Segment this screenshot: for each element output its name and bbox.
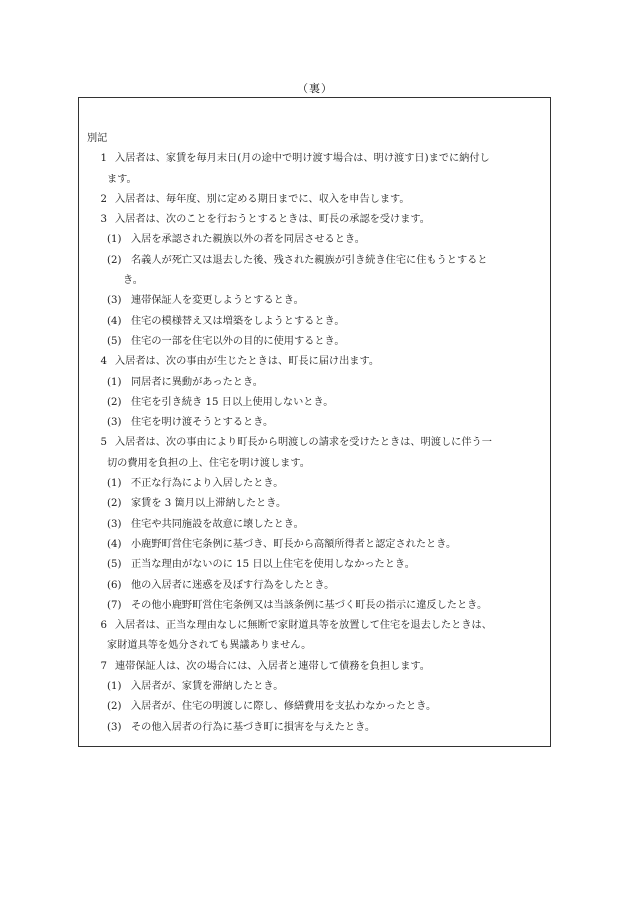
clause-number: 5 <box>100 437 107 449</box>
sub-item <box>87 251 547 271</box>
sub-item-number: (5) <box>107 335 122 347</box>
sub-item <box>87 230 547 250</box>
clause-3 <box>87 210 547 352</box>
sub-item-number: (2) <box>107 701 122 713</box>
clause-number: 3 <box>100 214 107 226</box>
sub-item-text: 正当な理由がないのに 15 日以上住宅を使用しなかったとき。 <box>131 559 415 571</box>
sub-item <box>87 474 547 494</box>
clause-1 <box>87 149 547 190</box>
clause-text: 入居者は、次の事由が生じたときは、町長に届け出ます。 <box>115 356 380 368</box>
terms-title: 別記 <box>87 133 108 144</box>
sub-item <box>87 332 547 352</box>
clause-5 <box>87 433 547 616</box>
clause-line <box>87 149 547 169</box>
sub-item-number: (1) <box>107 234 122 246</box>
clause-6 <box>87 616 547 657</box>
sub-item <box>87 515 547 535</box>
clause-line <box>87 352 547 372</box>
sub-item <box>87 677 547 697</box>
clause-line <box>87 190 547 210</box>
sub-item-continued <box>87 271 547 291</box>
sub-item <box>87 312 547 332</box>
clause-line-continued <box>87 454 547 474</box>
clause-number: 2 <box>100 193 107 205</box>
sub-item <box>87 555 547 575</box>
sub-item <box>87 697 547 717</box>
clause-text: 入居者は、家賃を毎月末日(月の途中で明け渡す場合は、明け渡す日)までに納付し <box>115 153 490 165</box>
sub-item-number: (2) <box>107 396 122 408</box>
clause-4 <box>87 352 547 433</box>
sub-item-text: 住宅の一部を住宅以外の目的に使用するとき。 <box>131 335 345 347</box>
sub-item-number: (1) <box>107 376 122 388</box>
sub-item-text: 連帯保証人を変更しようとするとき。 <box>131 295 304 307</box>
sub-item <box>87 718 547 738</box>
sub-item-number: (3) <box>107 721 122 733</box>
clause-number: 6 <box>100 620 107 632</box>
sub-item-number: (5) <box>107 559 122 571</box>
clause-text: 連帯保証人は、次の場合には、入居者と連帯して債務を負担します。 <box>115 660 430 672</box>
clause-text: 入居者は、次の事由により町長から明渡しの請求を受けたときは、明渡しに伴う一 <box>115 437 492 449</box>
clause-number: 4 <box>100 356 107 368</box>
sub-item <box>87 393 547 413</box>
sub-item-number: (1) <box>107 681 122 693</box>
sub-item-text: 他の入居者に迷惑を及ぼす行為をしたとき。 <box>131 579 335 591</box>
clause-line <box>87 657 547 677</box>
sub-item-text: 住宅や共同施設を故意に壊したとき。 <box>131 518 304 530</box>
clause-line <box>87 616 547 636</box>
terms-content <box>87 129 547 738</box>
sub-item <box>87 373 547 393</box>
clause-line <box>87 210 547 230</box>
sub-item-text: その他入居者の行為に基づき町に損害を与えたとき。 <box>131 721 376 733</box>
sub-item-number: (1) <box>107 478 122 490</box>
clause-text: 入居者は、次のことを行おうとするときは、町長の承認を受けます。 <box>115 214 430 226</box>
sub-item-number: (7) <box>107 599 122 611</box>
clause-line-continued <box>87 636 547 656</box>
clause-text: 切の費用を負担の上、住宅を明け渡します。 <box>107 457 310 469</box>
sub-item-number: (2) <box>107 254 122 266</box>
sub-item-text: 同居者に異動があったとき。 <box>131 376 263 388</box>
sub-item-text: 入居を承認された親族以外の者を同居させるとき。 <box>131 234 365 246</box>
clause-number: 7 <box>100 660 107 672</box>
sub-item-text: 家賃を 3 箇月以上滞納したとき。 <box>131 498 287 510</box>
sub-item <box>87 494 547 514</box>
sub-item-number: (3) <box>107 417 122 429</box>
sub-item <box>87 576 547 596</box>
sub-item-number: (4) <box>107 315 122 327</box>
sub-item-text: 名義人が死亡又は退去した後、残された親族が引き続き住宅に住もうとすると <box>131 254 488 266</box>
clause-7 <box>87 657 547 738</box>
sub-item-number: (6) <box>107 579 122 591</box>
clause-text: 入居者は、正当な理由なしに無断で家財道具等を放置して住宅を退去したときは、 <box>115 620 492 632</box>
clause-text: 入居者は、毎年度、別に定める期日までに、収入を申告します。 <box>115 193 410 205</box>
clause-line-continued <box>87 170 547 190</box>
sub-item-text: 住宅を明け渡そうとするとき。 <box>131 417 274 429</box>
page-side-label: （裏） <box>297 82 333 95</box>
clause-text: 家財道具等を処分されても異議ありません。 <box>107 640 312 652</box>
sub-item-number: (3) <box>107 518 122 530</box>
clause-2 <box>87 190 547 210</box>
sub-item <box>87 596 547 616</box>
sub-item <box>87 535 547 555</box>
sub-item-text: き。 <box>123 275 143 287</box>
sub-item-number: (2) <box>107 498 122 510</box>
sub-item-number: (3) <box>107 295 122 307</box>
sub-item-text: 住宅の模様替え又は増築をしようとするとき。 <box>131 315 345 327</box>
sub-item-text: 入居者が、家賃を滞納したとき。 <box>131 681 284 693</box>
sub-item <box>87 413 547 433</box>
sub-item-text: 小鹿野町営住宅条例に基づき、町長から高額所得者と認定されたとき。 <box>131 538 457 550</box>
sub-item <box>87 291 547 311</box>
sub-item-text: 入居者が、住宅の明渡しに際し、修繕費用を支払わなかったとき。 <box>131 701 437 713</box>
clause-text: ます。 <box>107 173 137 185</box>
clause-number: 1 <box>100 153 107 165</box>
sub-item-text: 不正な行為により入居したとき。 <box>131 478 284 490</box>
terms-box <box>78 97 551 747</box>
clause-line <box>87 433 547 453</box>
sub-item-text: 住宅を引き続き 15 日以上使用しないとき。 <box>131 396 334 408</box>
sub-item-number: (4) <box>107 538 122 550</box>
sub-item-text: その他小鹿野町営住宅条例又は当該条例に基づく町長の指示に違反したとき。 <box>131 599 488 611</box>
